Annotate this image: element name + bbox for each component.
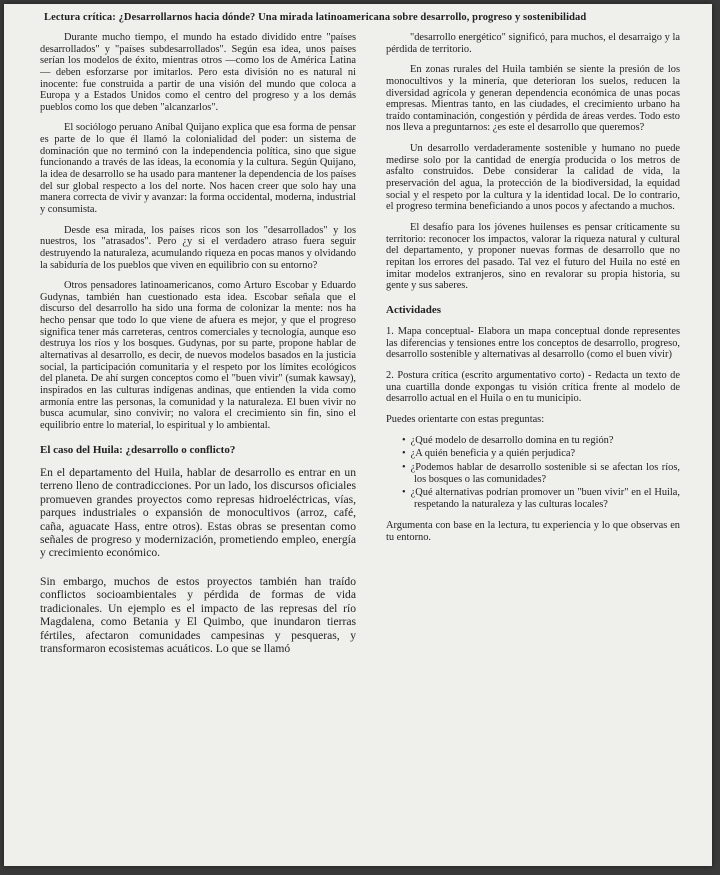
paragraph: Durante mucho tiempo, el mundo ha estado dividido entre "países desarrollados" y "países subdesarrollados". Según esa idea, unos países serían los modelos de éxito, mientras otros —como los de América Latina— deben esforzarse por imitarlos. Pero esta división no es natural ni inocente: fue construida a partir de una visión del mundo que coloca a Europa y a Estados Unidos como el centro del progreso y a los demás pueblos como los que deben "alcanzarlos".: [40, 32, 356, 113]
right-column: [386, 32, 680, 553]
paragraph: Un desarrollo verdaderamente sostenible y humano no puede medirse solo por la cantidad de energía producida o los metros de asfalto construidos. Debe considerar la calidad de vida, la preservación del agua, la protección de la biodiversidad, la equidad social y el respeto por la cultura y la identidad local. De lo contrario, el progreso termina beneficiando a unos pocos y afectando a muchos.: [386, 143, 680, 213]
document-title: Lectura crítica: ¿Desarrollarnos hacia dónde? Una mirada latinoamericana sobre desarrollo, progreso y sostenibilidad: [44, 12, 587, 23]
document-page: [4, 4, 712, 866]
list-item: • ¿Podemos hablar de desarrollo sostenible si se afectan los ríos, los bosques o las comunidades?: [414, 462, 680, 485]
activity-item: 1. Mapa conceptual- Elabora un mapa conceptual donde representes las diferencias y tensiones entre los conceptos de desarrollo, progreso, desarrollo sostenible y alternativas al desarrollo (como el buen vivir): [386, 326, 680, 361]
activity-item: 2. Postura crítica (escrito argumentativo corto) - Redacta un texto de una cuartilla donde expongas tu visión crítica frente al modelo de desarrollo actual en el Huila o en tu municipio.: [386, 370, 680, 405]
paragraph: En el departamento del Huila, hablar de desarrollo es entrar en un terreno lleno de contradicciones. Por un lado, los discursos oficiales promueven grandes proyectos como represas hidroeléctricas, vías, parques industriales o expansión de monocultivos (arroz, café, caña, aguacate Hass, entre otros). Estas obras se presentan como señales de progreso y modernización, prometiendo empleo, energía y crecimiento económico.: [40, 465, 356, 560]
paragraph: Desde esa mirada, los países ricos son los "desarrollados" y los nuestros, los "atrasados". Pero ¿y si el verdadero atraso fuera seguir destruyendo la naturaleza, acumulando riqueza en pocas manos y olvidando la sabiduría de los pueblos que viven en equilibrio con su entorno?: [40, 224, 356, 271]
list-item: • ¿A quién beneficia y a quién perjudica?: [414, 448, 680, 460]
paragraph: El desafío para los jóvenes huilenses es pensar críticamente su territorio: reconocer los impactos, valorar la riqueza natural y cultural del departamento, y proponer nuevas formas de desarrollo que no repitan los errores del pasado. Tal vez el futuro del Huila no esté en imitar modelos extranjeros, sino en revalorar su propia historia, su gente y sus saberes.: [386, 221, 680, 292]
paragraph: El sociólogo peruano Aníbal Quijano explica que esa forma de pensar es parte de lo que él llamó la colonialidad del poder: un sistema de dominación que no terminó con la independencia política, sino que sigue funcionando a través de las ideas, la economía y la cultura. Según Quijano, la idea de desarrollo se ha usado para mantener la dependencia de los países del sur global respecto a los del norte. Nos hacen creer que solo hay una manera correcta de vivir y avanzar: la forma occidental, moderna, industrial y consumista.: [40, 122, 356, 215]
paragraph: Sin embargo, muchos de estos proyectos también han traído conflictos socioambientales y pérdida de formas de vida tradicionales. Un ejemplo es el impacto de las represas del río Magdalena, como Betania y El Quimbo, que inundaron tierras fértiles, afectaron comunidades campesinas y pesqueras, y transformaron ecosistemas acuáticos. Lo que se llamó: [40, 574, 356, 656]
left-column: [40, 32, 356, 665]
paragraph: "desarrollo energético" significó, para muchos, el desarraigo y la pérdida de territorio.: [386, 32, 680, 55]
questions-intro: Puedes orientarte con estas preguntas:: [386, 413, 545, 425]
list-item: • ¿Qué alternativas podrían promover un "buen vivir" en el Huila, respetando la naturaleza y las culturas locales?: [414, 487, 680, 510]
section-heading-huila: El caso del Huila: ¿desarrollo o conflicto?: [40, 443, 236, 456]
paragraph: En zonas rurales del Huila también se siente la presión de los monocultivos y la minería, que deterioran los suelos, reducen la diversidad agrícola y generan dependencia económica de unas pocas empresas. Mientras tanto, en las ciudades, el crecimiento urbano ha traído contaminación, congestión y pérdida de áreas verdes. Todo esto nos lleva a preguntarnos: ¿es este el desarrollo que queremos?: [386, 64, 680, 134]
closing-instruction: Argumenta con base en la lectura, tu experiencia y lo que observas en tu entorno.: [386, 520, 680, 544]
paragraph: Otros pensadores latinoamericanos, como Arturo Escobar y Eduardo Gudynas, también han cuestionado esta idea. Escobar señala que el discurso del desarrollo ha sido una forma de colonizar la mente: nos ha hecho pensar que todo lo que viene de afuera es mejor, y que el progreso significa tener más carreteras, centros comerciales y tecnología, aunque eso destruya los ríos y los bosques. Gudynas, por su parte, propone hablar de alternativas al desarrollo, es decir, de nuevos modelos basados en la justicia social, la participación comunitaria y el respeto por los límites ecológicos del planeta. De ahí surgen conceptos como el "buen vivir" (sumak kawsay), inspirados en las culturas indígenas andinas, que entienden la vida como armonía entre las personas, la comunidad y la naturaleza. El buen vivir no busca acumular, sino convivir; no valora el crecimiento sin fin, sino el equilibrio entre lo material, lo espiritual y lo ambiental.: [40, 280, 356, 431]
section-heading-activities: Actividades: [386, 303, 441, 316]
list-item: • ¿Qué modelo de desarrollo domina en tu región?: [414, 435, 680, 447]
question-list: [410, 434, 680, 511]
